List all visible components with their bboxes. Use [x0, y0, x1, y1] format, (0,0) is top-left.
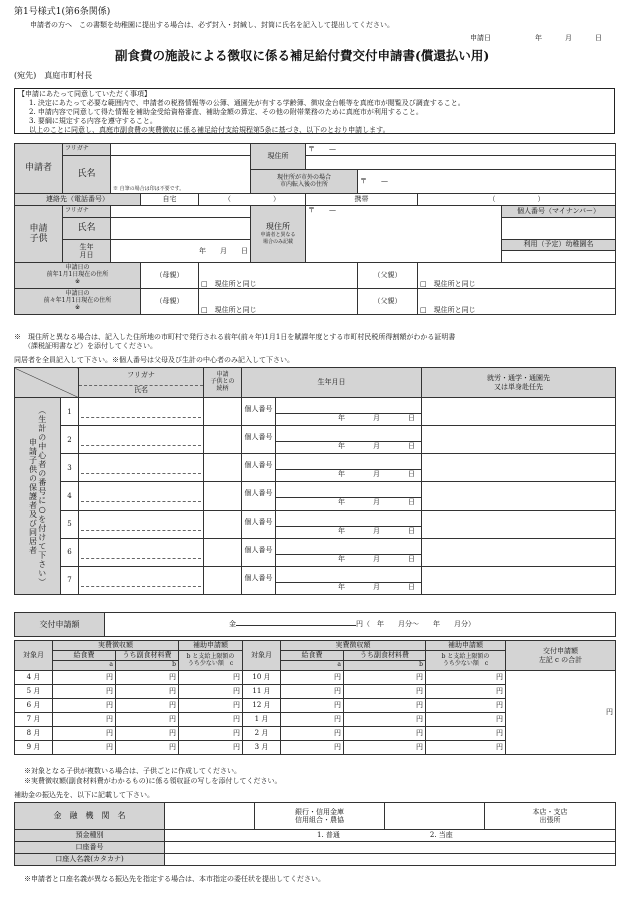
member-relation-field[interactable] [204, 482, 242, 510]
address-note: ※ 現住所と異なる場合は、記入した住所地の市町村で発行される前年(前々年)1月1日を賦課年度とする市町村民税所得割額がわかる証明書 [14, 333, 456, 341]
side-dish-header: うち副食材料費 [344, 651, 426, 661]
kindergarten-field[interactable] [502, 251, 615, 262]
month-label: 11 月 [243, 685, 281, 699]
subsidy-field[interactable]: 円 [179, 741, 243, 755]
work-header: 就労・通学・通園先 又は単身赴任先 [422, 368, 616, 398]
member-work-field[interactable] [422, 566, 616, 594]
institution-name-field[interactable] [165, 803, 255, 830]
mother-label: （母親） [141, 263, 199, 289]
household-table [14, 367, 616, 595]
grant-note: ※実費徴収額(副食材料費がわかるもの)に係る領収証の写しを添付してください。 [24, 777, 282, 785]
lunch-field[interactable]: 円 [281, 727, 344, 741]
member-name-field[interactable] [79, 454, 204, 482]
side-dish-field[interactable]: 円 [116, 741, 179, 755]
lunch-field[interactable]: 円 [53, 671, 116, 685]
col-b: b [116, 661, 179, 671]
day-label: 日 [595, 34, 602, 42]
actual-header: 実費徴収額 [281, 641, 426, 651]
member-birth-field[interactable]: 年 月 日 [276, 398, 422, 426]
month-label: 3 月 [243, 741, 281, 755]
birth-label: 生年 月日 [63, 240, 111, 263]
month-label: 1 月 [243, 713, 281, 727]
subsidy-header: 補助申請額 [179, 641, 243, 651]
lunch-header: 給食費 [281, 651, 344, 661]
mother-same-checkbox[interactable]: □ 現住所と同じ [199, 289, 358, 315]
diagonal-header [15, 368, 79, 398]
month-label: 6 月 [15, 699, 53, 713]
row-number: 7 [61, 566, 79, 594]
side-dish-field[interactable]: 円 [344, 685, 426, 699]
name-label: 氏名 [63, 156, 111, 194]
form-number: 第1号様式1(第6条関係) [14, 7, 111, 17]
side-dish-field[interactable]: 円 [344, 713, 426, 727]
member-name-field[interactable] [79, 566, 204, 594]
member-name-field[interactable] [79, 426, 204, 454]
child-name-field[interactable] [111, 218, 251, 240]
row-number: 4 [61, 482, 79, 510]
father-label: （父親） [358, 289, 418, 315]
lunch-field[interactable]: 円 [53, 741, 116, 755]
month-label: 9 月 [15, 741, 53, 755]
month-label: 7 月 [15, 713, 53, 727]
lunch-field[interactable]: 円 [53, 699, 116, 713]
side-dish-header: うち副食材料費 [116, 651, 179, 661]
member-work-field[interactable] [422, 510, 616, 538]
month-label: 10 月 [243, 671, 281, 685]
member-work-field[interactable] [422, 538, 616, 566]
holder-label: 口座人名義(カタカナ) [15, 854, 165, 866]
household-intro: 同居者を全員記入して下さい。※個人番号は父母及び生計の中心者のみ記入して下さい。 [14, 356, 294, 364]
mobile-label: 携帯 [306, 194, 418, 206]
subsidy-field[interactable]: 円 [426, 699, 506, 713]
row-number: 5 [61, 510, 79, 538]
col-a: a [281, 661, 344, 671]
lunch-field[interactable]: 円 [53, 713, 116, 727]
mother-label: （母親） [141, 289, 199, 315]
furigana-label: フリガナ [63, 144, 111, 156]
side-dish-field[interactable]: 円 [344, 699, 426, 713]
member-birth-field[interactable]: 年 月 日 [276, 566, 422, 594]
institution-types: 銀行・信用金庫 信用組合・農協 [255, 803, 385, 830]
subsidy-field[interactable]: 円 [426, 727, 506, 741]
month-label: 8 月 [15, 727, 53, 741]
year-label: 年 [535, 34, 542, 42]
lunch-field[interactable]: 円 [53, 685, 116, 699]
side-dish-field[interactable]: 円 [344, 741, 426, 755]
side-dish-field[interactable]: 円 [116, 671, 179, 685]
child-label: 申請 子供 [15, 206, 63, 263]
account-type-options[interactable]: 1. 普通 2. 当座 [165, 830, 616, 842]
child-furigana-field[interactable] [111, 206, 251, 218]
side-dish-field[interactable]: 円 [344, 727, 426, 741]
mynumber-label: 個人番号 [242, 426, 276, 454]
relation-header: 申請 子供との 続柄 [204, 368, 242, 398]
member-birth-field[interactable]: 年 月 日 [276, 510, 422, 538]
kindergarten-cell: 利用（予定）幼稚園名 [502, 240, 616, 263]
side-dish-field[interactable]: 円 [116, 713, 179, 727]
child-address-label: 現住所 申請者と異なる 場合のみ記載 [251, 206, 306, 263]
lunch-field[interactable]: 円 [281, 741, 344, 755]
subsidy-field[interactable]: 円 [179, 685, 243, 699]
grant-total-table [14, 612, 616, 637]
seal-note: ※ 自筆の場合は印は不要です。 [113, 186, 185, 193]
target-month-header: 対象月 [243, 641, 281, 671]
footer-note: ※申請者と口座名義が異なる振込先を指定する場合は、本市指定の委任状を提出してください。 [24, 875, 325, 883]
subsidy-sub-header: b と支給上限額の うち少ない額 c [426, 651, 506, 671]
instruction-text: 申請者の方へ この書類を幼稚園に提出する場合は、必ず封入・封緘し、封筒に氏名を記入して提出してください。 [30, 21, 394, 29]
home-phone-field[interactable]: （ ） [199, 194, 306, 206]
member-name-field[interactable] [79, 538, 204, 566]
member-birth-field[interactable]: 年 月 日 [276, 538, 422, 566]
member-name-field[interactable] [79, 482, 204, 510]
subsidy-sub-header: b と支給上限額の うち少ない額 c [179, 651, 243, 671]
moving-address-field[interactable]: 〒 — [358, 170, 616, 194]
member-relation-field[interactable] [204, 566, 242, 594]
member-birth-field[interactable]: 年 月 日 [276, 426, 422, 454]
mother-same-checkbox[interactable]: □ 現住所と同じ [199, 263, 358, 289]
subsidy-field[interactable]: 円 [426, 685, 506, 699]
subsidy-field[interactable]: 円 [179, 713, 243, 727]
applicant-furigana-field[interactable] [111, 144, 251, 156]
household-side-label: 申請子供の保護者及び同居者 （生計の中心者の番号に○を付けて下さい） [15, 398, 61, 595]
row-number: 6 [61, 538, 79, 566]
applicant-name-field[interactable] [111, 156, 251, 194]
side-dish-field[interactable]: 円 [116, 699, 179, 713]
member-work-field[interactable] [422, 482, 616, 510]
target-month-header: 対象月 [15, 641, 53, 671]
mynumber-label: 個人番号 [242, 566, 276, 594]
subsidy-field[interactable]: 円 [179, 699, 243, 713]
subsidy-field[interactable]: 円 [426, 741, 506, 755]
month-label: 5 月 [15, 685, 53, 699]
lunch-field[interactable]: 円 [281, 713, 344, 727]
subsidy-header: 補助申請額 [426, 641, 506, 651]
side-dish-field[interactable]: 円 [116, 685, 179, 699]
holder-field[interactable] [165, 854, 616, 866]
lunch-field[interactable]: 円 [53, 727, 116, 741]
address-note: （課税証明書など）を添付してください。 [24, 342, 157, 350]
notice-item: 1. 決定にあたって必要な範囲内で、申請者の税務情報等の公簿、通園先が有する学齢簿、徴収金台帳等を真庭市が閲覧及び調査すること。 [29, 99, 465, 107]
applicant-table [14, 143, 616, 315]
branch-types: 本店・支店 出張所 [485, 803, 616, 830]
mynumber-label: 個人番号 [242, 538, 276, 566]
row-number: 3 [61, 454, 79, 482]
mynumber-label: 個人番号 [242, 510, 276, 538]
member-work-field[interactable] [422, 426, 616, 454]
postal-mark: 〒 — [308, 145, 337, 154]
account-no-label: 口座番号 [15, 842, 165, 854]
notice-item: 2. 申請内容で同意して得た情報を補助金受給資格審査、補助金額の算定、その他の附帯業務のために真庭市が利用すること。 [29, 108, 423, 116]
grant-amount-field[interactable]: 金 円（ 年 月分〜 年 月分） [105, 613, 616, 637]
institution-label: 金 融 機 関 名 [15, 803, 165, 830]
grant-note: ※対象となる子供が複数いる場合は、子供ごとに作成してください。 [24, 767, 241, 775]
applicant-address-field-2[interactable] [306, 156, 616, 170]
subsidy-field[interactable]: 円 [426, 713, 506, 727]
member-name-field[interactable] [79, 398, 204, 426]
member-relation-field[interactable] [204, 426, 242, 454]
lunch-field[interactable]: 円 [281, 699, 344, 713]
prev-address-label: 申請日の 前年1月1日現在の住所 ※ [15, 263, 141, 289]
total-field[interactable]: 円 [506, 671, 616, 755]
mynumber-label: 個人番号 [242, 454, 276, 482]
total-header: 交付申請額 左記 c の合計 [506, 641, 616, 671]
account-no-field[interactable] [165, 842, 616, 854]
child-address-field[interactable]: 〒 — [306, 206, 502, 263]
furigana-label: フリガナ [63, 206, 111, 218]
subsidy-field[interactable]: 円 [179, 727, 243, 741]
branch-name-field[interactable] [385, 803, 485, 830]
bank-intro: 補助金の振込先を、以下に記載して下さい。 [14, 791, 154, 799]
member-relation-field[interactable] [204, 510, 242, 538]
father-same-checkbox[interactable]: □ 現住所と同じ [418, 263, 616, 289]
diff-address-label: 現住所が市外の場合 市内転入後の住所 [251, 170, 358, 194]
mynumber-label: 個人番号（マイナンバー） [502, 206, 616, 218]
birth-header: 生年月日 [242, 368, 422, 398]
mynumber-label: 個人番号 [242, 398, 276, 426]
col-a: a [53, 661, 116, 671]
lunch-field[interactable]: 円 [281, 671, 344, 685]
father-label: （父親） [358, 263, 418, 289]
member-work-field[interactable] [422, 454, 616, 482]
mynumber-label: 個人番号 [242, 482, 276, 510]
member-relation-field[interactable] [204, 398, 242, 426]
subsidy-field[interactable]: 円 [426, 671, 506, 685]
mobile-phone-field[interactable]: （ ） [418, 194, 616, 206]
prev-prev-address-label: 申請日の 前々年1月1日現在の住所 ※ [15, 289, 141, 315]
home-label: 自宅 [141, 194, 199, 206]
month-label: 2 月 [243, 727, 281, 741]
lunch-header: 給食費 [53, 651, 116, 661]
notice-agreement: 以上のことに同意し、真庭市副食費の実費徴収に係る補足給付支給規程第5条に基づき、以下のとおり申請します。 [29, 126, 390, 134]
member-birth-field[interactable]: 年 月 日 [276, 482, 422, 510]
bank-table [14, 802, 616, 866]
row-number: 1 [61, 398, 79, 426]
monthly-table [14, 640, 616, 755]
name-label: 氏名 [63, 218, 111, 240]
notice-heading: 【申請にあたって同意していただく事項】 [18, 90, 151, 98]
applicant-address-field[interactable] [306, 144, 616, 156]
month-label: 月 [565, 34, 572, 42]
member-birth-field[interactable]: 年 月 日 [276, 454, 422, 482]
address-label: 現住所 [251, 144, 306, 170]
addressee: (宛先) 真庭市町村長 [14, 71, 93, 80]
date-label: 申請日 [470, 34, 491, 42]
col-b: b [344, 661, 426, 671]
father-same-checkbox[interactable]: □ 現住所と同じ [418, 289, 616, 315]
applicant-label: 申請者 [15, 144, 63, 194]
actual-header: 実費徴収額 [53, 641, 179, 651]
subsidy-field[interactable]: 円 [179, 671, 243, 685]
name-header: フリガナ 氏名 [79, 368, 204, 398]
page-title: 副食費の施設による徴収に係る補足給付費交付申請書(償還払い用) [115, 48, 490, 63]
member-name-field[interactable] [79, 510, 204, 538]
mynumber-field[interactable] [502, 218, 616, 240]
account-type-label: 預金種別 [15, 830, 165, 842]
lunch-field[interactable]: 円 [281, 685, 344, 699]
month-label: 4 月 [15, 671, 53, 685]
side-dish-field[interactable]: 円 [116, 727, 179, 741]
notice-item: 3. 要綱に規定する内容を遵守すること。 [29, 117, 157, 125]
member-work-field[interactable] [422, 398, 616, 426]
consent-notice [14, 88, 615, 134]
row-number: 2 [61, 426, 79, 454]
month-label: 12 月 [243, 699, 281, 713]
grant-label: 交付申請額 [15, 613, 105, 637]
member-relation-field[interactable] [204, 454, 242, 482]
side-dish-field[interactable]: 円 [344, 671, 426, 685]
contact-label: 連絡先（電話番号） [15, 194, 141, 206]
child-birth-field[interactable]: 年 月 日 [111, 240, 251, 263]
member-relation-field[interactable] [204, 538, 242, 566]
